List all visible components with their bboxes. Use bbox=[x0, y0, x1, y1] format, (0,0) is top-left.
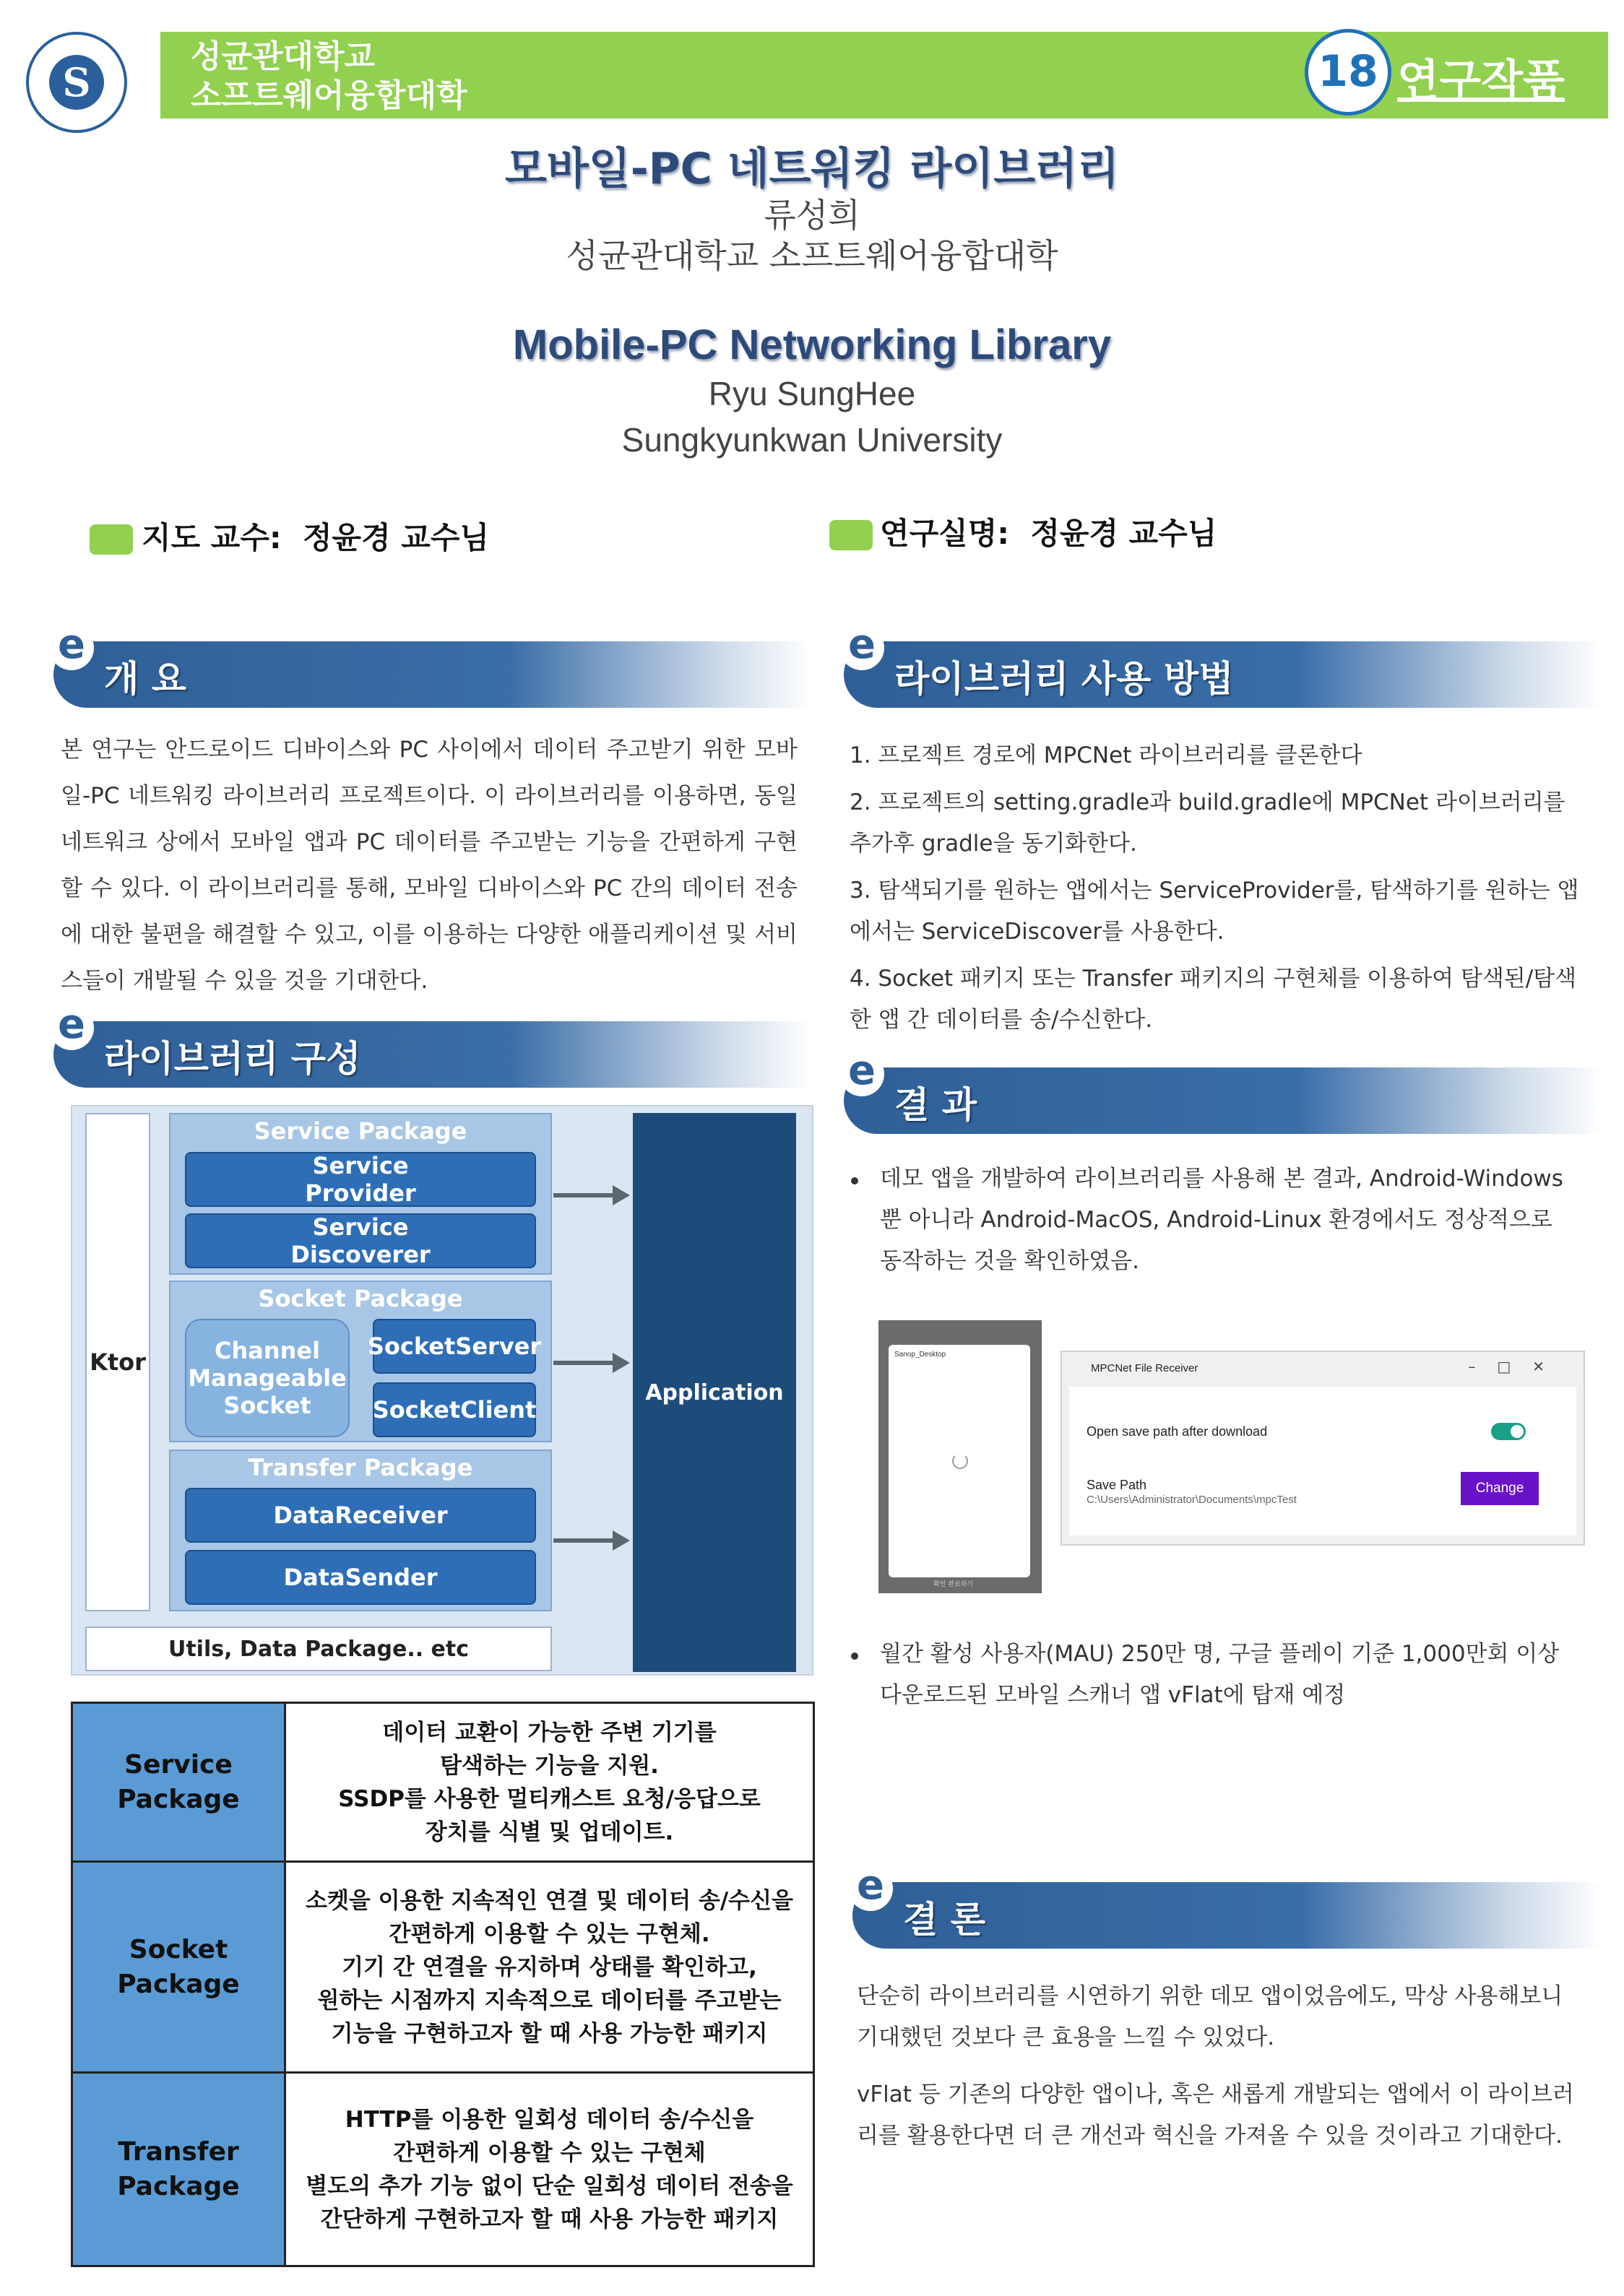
service-arrow bbox=[553, 1193, 614, 1197]
phone-app-title: Sanop_Desktop bbox=[894, 1351, 946, 1359]
bullet-icon bbox=[851, 1177, 858, 1184]
window-controls: –□✕ bbox=[1468, 1358, 1566, 1375]
advisor-name: 정윤경 교수님 bbox=[302, 520, 490, 555]
lab-marker bbox=[829, 520, 873, 550]
download-option-label: Open save path after download bbox=[1087, 1424, 1268, 1439]
overview-text: 본 연구는 안드로이드 디바이스와 PC 사이에서 데이터 주고받기 위한 모바일-PC 네트워킹 라이브러리 프로젝트이다. 이 라이브러리를 이용하면, 동일 네트워크 상에서 모바일 앱과 PC 데이터를 주고받는 기능을 간편하게 구현할 수 있다. 이 라이브러리를 통해, 모바일 디바이스와 PC 간의 데이터 전송에 대한 불편을 해결할 수 있고, 이를 이용하는 다양한 애플리케이션 및 서비스들이 개발될 수 있을 것을 기대한다. bbox=[61, 737, 798, 994]
change-path-button[interactable]: Change bbox=[1461, 1472, 1539, 1505]
overview-heading: 개 요 bbox=[104, 658, 187, 700]
service-provider-module: Service Provider bbox=[185, 1152, 536, 1207]
application-block: Application bbox=[633, 1113, 796, 1672]
college-name: 소프트웨어융합대학 bbox=[191, 77, 467, 114]
header-banner bbox=[160, 32, 1608, 118]
conclusion-paragraph-2: vFlat 등 기존의 다양한 앱이나, 혹은 새롭게 개발되는 앱에서 이 라이브러리를 활용한다면 더 큰 개선과 혁신을 가져올 수 있을 것이라고 기대한다. bbox=[857, 2081, 1574, 2149]
open-path-toggle[interactable] bbox=[1491, 1423, 1526, 1440]
korean-title: 모바일-PC 네트워킹 라이브러리 bbox=[504, 144, 1120, 194]
section-e-icon: e bbox=[49, 1005, 94, 1050]
lab-name: 정윤경 교수님 bbox=[1030, 516, 1217, 551]
korean-affiliation: 성균관대학교 소프트웨어융합대학 bbox=[566, 236, 1058, 275]
overview-header bbox=[53, 621, 812, 708]
window-title: MPCNet File Receiver bbox=[1091, 1362, 1198, 1374]
android-demo-screenshot bbox=[878, 1320, 1042, 1593]
results-bullet-1: 데모 앱을 개발하여 라이브러리를 사용해 본 결과, Android-Windows뿐 아니라 Android-MacOS, Android-Linux 환경에서도 정상적으로 동작하는 것을 확인하였음. bbox=[880, 1166, 1563, 1274]
structure-header bbox=[53, 1001, 812, 1088]
university-name: 성균관대학교 bbox=[191, 38, 376, 75]
package-table bbox=[71, 1702, 815, 2267]
conclusion-header bbox=[852, 1862, 1602, 1949]
data-receiver-module: DataReceiver bbox=[185, 1488, 536, 1543]
results-bullet-2: 월간 활성 사용자(MAU) 250만 명, 구글 플레이 기준 1,000만회 이상 다운로드된 모바일 스캐너 앱 vFlat에 탑재 예정 bbox=[880, 1641, 1560, 1708]
conclusion-paragraph-1: 단순히 라이브러리를 시연하기 위한 데모 앱이었음에도, 막상 사용해보니 기대했던 것보다 큰 효용을 느낄 수 있었다. bbox=[857, 1983, 1563, 2050]
section-e-icon: e bbox=[839, 625, 884, 670]
service-discoverer-module: Service Discoverer bbox=[185, 1213, 536, 1268]
transfer-arrow bbox=[553, 1538, 614, 1543]
service-package-title: Service Package bbox=[254, 1117, 467, 1145]
usage-step: 2. 프로젝트의 setting.gradle과 build.gradle에 MPCNet 라이브러리를 추가후 gradle을 동기화한다. bbox=[850, 789, 1565, 857]
package-name-cell: Socket Package bbox=[72, 1862, 285, 2073]
socket-arrow bbox=[553, 1361, 614, 1365]
utils-block: Utils, Data Package.. etc bbox=[85, 1626, 552, 1671]
korean-author: 류성희 bbox=[764, 196, 860, 235]
lab-label: 연구실명: bbox=[880, 516, 1010, 551]
socket-server-module: SocketServer bbox=[373, 1319, 536, 1374]
usage-step: 4. Socket 패키지 또는 Transfer 패키지의 구현체를 이용하여 탐색된/탐색한 앱 간 데이터를 송/수신한다. bbox=[850, 966, 1577, 1033]
usage-heading: 라이브러리 사용 방법 bbox=[894, 658, 1234, 700]
save-path-label: Save Path bbox=[1087, 1478, 1147, 1492]
save-path-value: C:\Users\Administrator\Documents\mpcTest bbox=[1087, 1494, 1297, 1506]
table-row bbox=[72, 2073, 814, 2266]
ktor-block: Ktor bbox=[85, 1113, 150, 1611]
pc-demo-window bbox=[1061, 1351, 1585, 1546]
package-desc-cell: 소켓을 이용한 지속적인 연결 및 데이터 송/수신을 간편하게 이용할 수 있는 구현체. 기기 간 연결을 유지하며 상태를 확인하고, 원하는 시점까지 지속적으로 데이터를 주고받는 기능을 구현하고자 할 때 사용 가능한 패키지 bbox=[285, 1862, 814, 2073]
category-label: 연구작품 bbox=[1397, 56, 1565, 106]
table-row bbox=[72, 1862, 814, 2073]
usage-steps bbox=[850, 735, 1579, 1041]
package-name-cell: Service Package bbox=[72, 1703, 285, 1862]
section-e-icon: e bbox=[839, 1052, 884, 1096]
entry-number-badge: 18 bbox=[1305, 29, 1391, 116]
advisor-line bbox=[142, 514, 489, 558]
socket-package-title: Socket Package bbox=[258, 1285, 463, 1312]
transfer-package-title: Transfer Package bbox=[248, 1454, 473, 1481]
conclusion-heading: 결 론 bbox=[903, 1899, 986, 1941]
advisor-label: 지도 교수: bbox=[142, 520, 282, 555]
english-author: Ryu SungHee bbox=[708, 375, 916, 412]
results-header bbox=[844, 1047, 1602, 1134]
channel-manageable-socket-module: Channel Manageable Socket bbox=[185, 1319, 350, 1437]
section-e-icon: e bbox=[49, 625, 94, 670]
package-name-cell: Transfer Package bbox=[72, 2073, 285, 2266]
socket-client-module: SocketClient bbox=[373, 1382, 536, 1437]
section-e-icon: e bbox=[848, 1866, 893, 1911]
structure-heading: 라이브러리 구성 bbox=[104, 1038, 361, 1080]
bullet-icon bbox=[851, 1652, 858, 1660]
university-logo: S bbox=[26, 32, 127, 133]
english-affiliation: Sungkyunkwan University bbox=[621, 421, 1003, 459]
lab-line bbox=[880, 510, 1217, 553]
advisor-marker bbox=[90, 524, 133, 555]
results-heading: 결 과 bbox=[894, 1084, 977, 1126]
table-row bbox=[72, 1703, 814, 1862]
package-desc-cell: HTTP를 이용한 일회성 데이터 송/수신을 간편하게 이용할 수 있는 구현체 별도의 추가 기능 없이 단순 일회성 데이터 전송을 간단하게 구현하고자 할 때 사용 가능한 패키지 bbox=[285, 2073, 814, 2266]
data-sender-module: DataSender bbox=[185, 1550, 536, 1605]
package-desc-cell: 데이터 교환이 가능한 주변 기기를 탐색하는 기능을 지원. SSDP를 사용한 멀티캐스트 요청/응답으로 장치를 식별 및 업데이트. bbox=[285, 1703, 814, 1862]
loading-spinner-icon bbox=[952, 1453, 968, 1469]
usage-step: 1. 프로젝트 경로에 MPCNet 라이브러리를 클론한다 bbox=[850, 742, 1362, 768]
english-title: Mobile-PC Networking Library bbox=[512, 321, 1112, 368]
phone-footer: 확인 완료하기 bbox=[933, 1581, 974, 1588]
usage-header bbox=[844, 621, 1602, 708]
usage-step: 3. 탐색되기를 원하는 앱에서는 ServiceProvider를, 탐색하기를 원하는 앱에서는 ServiceDiscover를 사용한다. bbox=[850, 878, 1579, 945]
